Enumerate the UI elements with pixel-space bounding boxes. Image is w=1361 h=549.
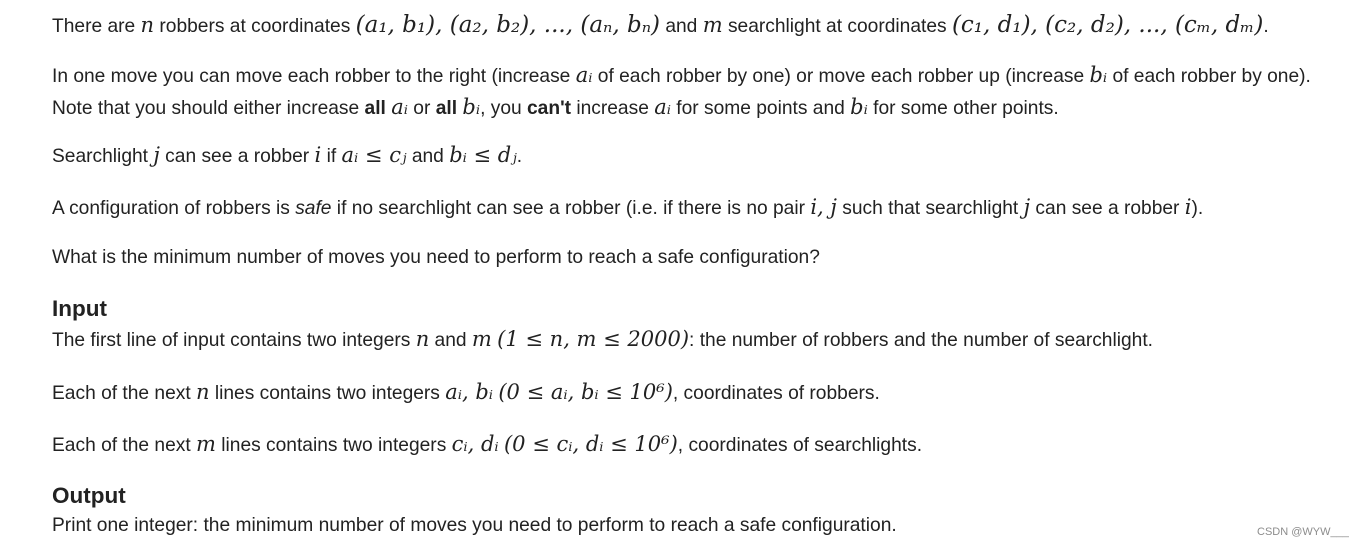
math-pair-ij: i, j	[810, 195, 837, 219]
text: In one move you can move each robber to the right (increase	[52, 66, 576, 87]
bold-cant: can't	[527, 98, 572, 119]
math-ai-bi: aᵢ, bᵢ	[445, 380, 493, 404]
text: robbers at coordinates	[154, 16, 356, 37]
text: and	[660, 16, 703, 37]
input-line-2	[52, 377, 880, 409]
statement-paragraph-2	[52, 60, 1332, 124]
output-line-1: Print one integer: the minimum number of moves you need to perform to reach a safe configuration.	[52, 515, 897, 536]
math-m: m	[196, 432, 216, 456]
text: or	[407, 98, 436, 119]
text: for some points and	[670, 98, 851, 119]
input-line-3	[52, 429, 922, 461]
math-bi: bᵢ	[462, 95, 481, 119]
math-m: m	[702, 13, 723, 37]
text: There are	[52, 16, 141, 37]
math-condition-b: bᵢ ≤ dⱼ	[449, 143, 517, 167]
text: A configuration of robbers is	[52, 198, 296, 219]
csdn-watermark: CSDN @WYW___	[1257, 526, 1349, 538]
math-robber-coordinates: (a₁, b₁), (a₂, b₂), ..., (aₙ, bₙ)	[355, 12, 660, 38]
text: can see a robber	[159, 146, 315, 167]
text: , you	[480, 98, 527, 119]
math-i: i	[1184, 195, 1192, 219]
text: if	[321, 146, 342, 167]
math-n: n	[196, 380, 210, 404]
bold-all: all	[364, 98, 386, 119]
text: : the number of robbers and the number of searchlight.	[689, 330, 1154, 351]
math-j: j	[1023, 195, 1031, 219]
text: lines contains two integers	[209, 383, 446, 404]
text: The first line of input contains two integers	[52, 330, 416, 351]
math-n: n	[140, 13, 155, 37]
math-n: n	[415, 327, 430, 351]
statement-paragraph-4	[52, 192, 1203, 224]
text: searchlight at coordinates	[722, 16, 952, 37]
math-ai: aᵢ	[391, 95, 408, 119]
output-heading: Output	[52, 483, 126, 508]
math-ai: aᵢ	[654, 95, 671, 119]
text: ).	[1191, 198, 1204, 219]
text: lines contains two integers	[215, 435, 452, 456]
statement-paragraph-3	[52, 140, 522, 172]
math-j: j	[153, 143, 160, 167]
text: of each robber by one) or move each robber up (increase	[592, 66, 1090, 87]
statement-paragraph-1	[52, 10, 1269, 42]
bold-all: all	[435, 98, 458, 119]
text: .	[516, 146, 523, 167]
text: , coordinates of robbers.	[672, 383, 880, 404]
text: if no searchlight can see a robber (i.e. if there is no pair	[331, 198, 811, 219]
statement-paragraph-5: What is the minimum number of moves you need to perform to reach a safe configuration?	[52, 247, 820, 268]
math-ci-di: cᵢ, dᵢ	[451, 432, 499, 456]
text: and	[429, 330, 472, 351]
math-i: i	[314, 143, 322, 167]
italic-safe: safe	[295, 198, 332, 219]
math-constraint-ab: (0 ≤ aᵢ, bᵢ ≤ 10⁶)	[498, 380, 673, 404]
text: Each of the next	[52, 435, 196, 456]
text: and	[406, 146, 450, 167]
text: , coordinates of searchlights.	[677, 435, 923, 456]
math-condition-a: aᵢ ≤ cⱼ	[341, 143, 407, 167]
text: Each of the next	[52, 383, 196, 404]
text: can see a robber	[1030, 198, 1185, 219]
math-bi: bᵢ	[850, 95, 868, 119]
input-line-1	[52, 324, 1153, 356]
math-m: m	[471, 327, 492, 351]
input-heading: Input	[52, 296, 107, 321]
math-constraint-cd: (0 ≤ cᵢ, dᵢ ≤ 10⁶)	[503, 432, 678, 456]
math-constraint-nm: (1 ≤ n, m ≤ 2000)	[497, 327, 690, 351]
math-bi: bᵢ	[1089, 63, 1108, 87]
math-searchlight-coordinates: (c₁, d₁), (c₂, d₂), ..., (cₘ, dₘ)	[951, 12, 1264, 38]
text: for some other points.	[867, 98, 1059, 119]
text: Searchlight	[52, 146, 154, 167]
text: increase	[571, 98, 655, 119]
text: .	[1263, 16, 1269, 37]
text: such that searchlight	[836, 198, 1024, 219]
text: of each robber by one). Note that you should either increase	[52, 66, 1311, 119]
math-ai: aᵢ	[575, 63, 593, 87]
